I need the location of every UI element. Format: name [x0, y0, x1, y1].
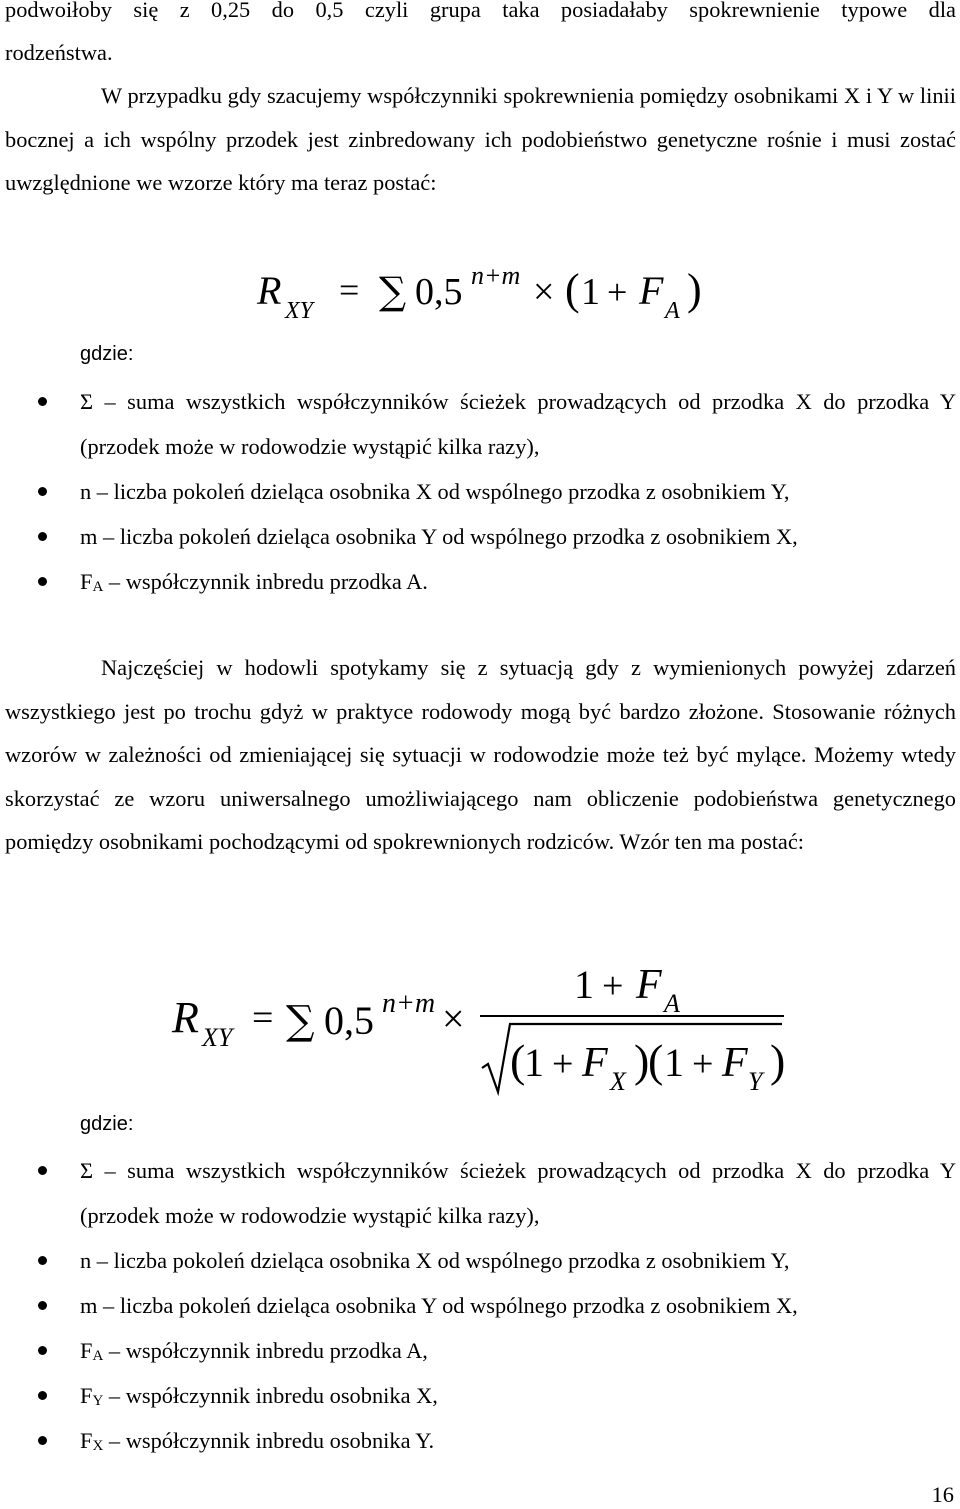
formula2-base: 0,5	[324, 998, 374, 1043]
list-item-text: – suma wszystkich współczynników ścieżek prowadzących od przodka X do przodka Y (przodek może w rodowodzie wystąpić kilka razy),	[80, 1158, 956, 1228]
paragraph-intro-formula1: W przypadku gdy szacujemy współczynniki spokrewnienia pomiędzy osobnikami X i Y w linii bocznej a ich wspólny przodek jest zinbredowany ich podobieństwo genetyczne rośnie i musi zostać uwzględnione we wzorze który ma teraz postać:	[5, 83, 956, 195]
bullet-icon	[38, 1301, 47, 1310]
formula2-num-F: F	[636, 962, 662, 1008]
page-number: 16	[931, 1482, 954, 1507]
formula2-den-F2-sub: Y	[748, 1067, 763, 1096]
formula2-den-rparen2: )	[770, 1035, 786, 1086]
list-item	[0, 1418, 956, 1463]
formula1-times: ×	[533, 271, 555, 313]
label-gdzie-1: gdzie:	[80, 343, 134, 365]
formula2-exponent: n+m	[382, 988, 436, 1019]
list-item-symbol: n	[80, 479, 92, 504]
list-item-subscript: A	[92, 579, 104, 595]
bullet-icon	[38, 1391, 47, 1400]
formula2-equals: =	[252, 997, 274, 1039]
list-item-symbol: m	[80, 524, 98, 549]
definitions-list-2	[0, 1148, 960, 1463]
label-gdzie-2: gdzie:	[80, 1113, 134, 1135]
list-item	[0, 469, 956, 514]
formula2-den-one1: 1	[524, 1040, 544, 1085]
formula1-rparen: )	[687, 265, 702, 314]
definitions-list-1	[0, 379, 960, 604]
formula2-den-lparen1: (	[510, 1035, 526, 1086]
formula2-den-plus1: +	[552, 1043, 574, 1085]
formula2-den-plus2: +	[692, 1043, 714, 1085]
bullet-icon	[38, 1346, 47, 1355]
formula2-sum-sign: ∑	[286, 998, 315, 1044]
bullet-icon	[38, 532, 47, 541]
list-item-subscript: X	[92, 1438, 104, 1454]
bullet-icon	[38, 577, 47, 586]
list-item-text: – współczynnik inbredu osobnika X,	[103, 1383, 438, 1408]
list-item	[0, 514, 956, 559]
list-item-symbol: n	[80, 1248, 92, 1273]
formula2-num-F-sub: A	[664, 989, 680, 1018]
list-item-subscript: Y	[92, 1393, 104, 1409]
formula1-lparen: (	[565, 265, 580, 314]
list-item-text: – liczba pokoleń dzieląca osobnika X od wspólnego przodka z osobnikiem Y,	[91, 479, 790, 504]
formula2-num-one: 1	[574, 962, 594, 1007]
list-item	[0, 1373, 956, 1418]
bullet-icon	[38, 397, 47, 406]
list-item-text: – liczba pokoleń dzieląca osobnika X od wspólnego przodka z osobnikiem Y,	[91, 1248, 790, 1273]
list-item	[0, 1283, 956, 1328]
formula1-R-sub: XY	[285, 298, 314, 324]
list-item	[0, 1238, 956, 1283]
formula1-one: 1	[581, 271, 600, 313]
list-item-text: – współczynnik inbredu przodka A.	[103, 569, 428, 594]
list-item-symbol: F	[80, 1383, 93, 1408]
formula2-svg	[170, 960, 800, 1095]
list-item	[0, 379, 956, 469]
formula1-plus: +	[607, 272, 628, 312]
list-item	[0, 1328, 956, 1373]
paragraph-continuation-line1: podwoiłoby się z 0,25 do 0,5 czyli grupa taka posiadałaby spokrewnienie typowe dla	[5, 0, 956, 22]
list-item	[0, 559, 956, 604]
list-item-symbol: m	[80, 1293, 98, 1318]
bullet-icon	[38, 1436, 47, 1445]
formula1-R: R	[257, 268, 282, 313]
bullet-icon	[38, 487, 47, 496]
formula2-R-sub: XY	[202, 1023, 233, 1052]
formula2-times: ×	[442, 996, 465, 1041]
list-item-symbol: Σ	[80, 1158, 94, 1183]
formula2-num-plus: +	[602, 965, 624, 1007]
list-item-symbol: F	[80, 1338, 93, 1363]
formula2-den-F2: F	[722, 1040, 748, 1086]
list-item	[0, 1148, 956, 1238]
formula1-equals: =	[339, 270, 360, 310]
list-item-symbol: F	[80, 569, 93, 594]
paragraph-continuation-line2: rodzeństwa.	[5, 40, 113, 65]
formula2-den-rparen1: )	[634, 1035, 650, 1086]
list-item-text: – współczynnik inbredu przodka A,	[103, 1338, 428, 1363]
formula1-sum-sign: ∑	[379, 269, 407, 313]
list-item-symbol: Σ	[80, 389, 94, 414]
formula-rxy-universal	[170, 960, 800, 1100]
list-item-text: – współczynnik inbredu osobnika Y.	[103, 1428, 435, 1453]
formula1-base: 0,5	[415, 271, 463, 313]
formula1-F: F	[639, 268, 664, 313]
list-item-symbol: F	[80, 1428, 93, 1453]
formula-rxy-inbred-ancestor	[255, 258, 715, 333]
formula1-F-sub: A	[665, 298, 680, 324]
formula2-den-F1: F	[582, 1040, 608, 1086]
bullet-icon	[38, 1256, 47, 1265]
formula2-den-one2: 1	[664, 1040, 684, 1085]
bullet-icon	[38, 1166, 47, 1175]
list-item-text: – liczba pokoleń dzieląca osobnika Y od wspólnego przodka z osobnikiem X,	[97, 1293, 798, 1318]
formula1-svg	[255, 258, 715, 328]
formula2-R: R	[172, 993, 199, 1042]
formula2-den-lparen2: (	[648, 1035, 664, 1086]
list-item-text: – suma wszystkich współczynników ścieżek prowadzących od przodka X do przodka Y (przodek może w rodowodzie wystąpić kilka razy),	[80, 389, 956, 459]
paragraph-intro-formula2: Najczęściej w hodowli spotykamy się z sytuacją gdy z wymienionych powyżej zdarzeń wszystkiego jest po trochu gdyż w praktyce rodowody mogą być bardzo złożone. Stosowanie różnych wzorów w zależności od zmieniającej się sytuacji w rodowodzie może też być mylące. Możemy wtedy skorzystać ze wzoru uniwersalnego umożliwiającego nam obliczenie podobieństwa genetycznego pomiędzy osobnikami pochodzącymi od spokrewnionych rodziców. Wzór ten ma postać:	[5, 655, 956, 854]
formula2-den-F1-sub: X	[610, 1067, 626, 1096]
list-item-subscript: A	[92, 1348, 104, 1364]
formula1-exponent: n+m	[471, 261, 521, 290]
list-item-text: – liczba pokoleń dzieląca osobnika Y od wspólnego przodka z osobnikiem X,	[97, 524, 798, 549]
